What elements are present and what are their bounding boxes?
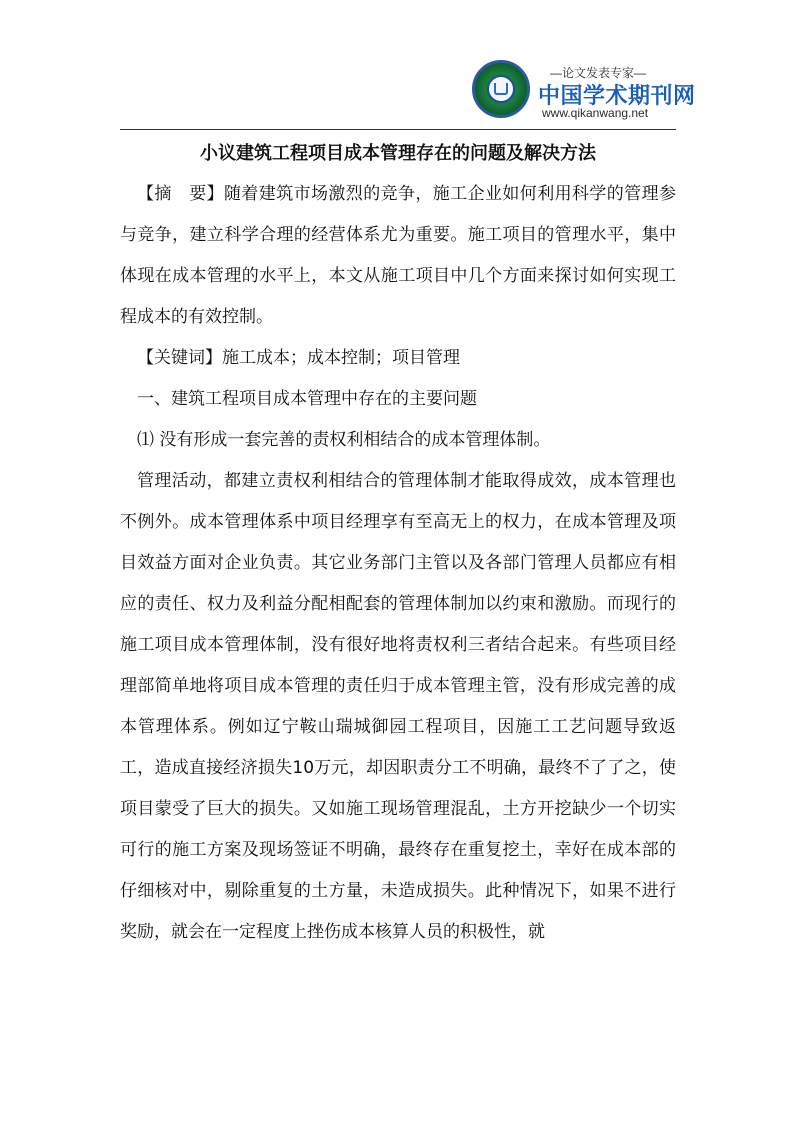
- logo-tagline: —论文发表专家—: [550, 66, 647, 80]
- logo-emblem: [472, 60, 530, 118]
- keywords-paragraph: [120, 338, 676, 379]
- section-heading: 一、建筑工程项目成本管理中存在的主要问题: [137, 389, 477, 409]
- body-paragraph: 管理活动，都建立责权利相结合的管理体制才能取得成效，成本管理也不例外。成本管理体系中项目经理享有至高无上的权力，在成本管理及项目效益方面对企业负责。其它业务部门主管以及各部门管理人员都应有相应的责任、权力及利益分配相配套的管理体制加以约束和激励。而现行的施工项目成本管理体制，没有很好地将责权利三者结合起来。有些项目经理部简单地将项目成本管理的责任归于成本管理主管，没有形成完善的成本管理体系。例如辽宁鞍山瑞城御园工程项目，因施工工艺问题导致返工，造成直接经济损失10万元，却因职责分工不明确，最终不了了之，使项目蒙受了巨大的损失。又如施工现场管理混乱，土方开挖缺少一个切实可行的施工方案及现场签证不明确，最终存在重复挖土，幸好在成本部的仔细核对中，剔除重复的土方量，未造成损失。此种情况下，如果不进行奖励，就会在一定程度上挫伤成本核算人员的积极性，就: [120, 471, 676, 942]
- logo-brand: 中国学术期刊网: [538, 83, 696, 108]
- keywords-text: 施工成本；成本控制；项目管理: [222, 348, 460, 368]
- logo-site: www.qikanwang.net: [542, 106, 649, 120]
- logo-text: [538, 58, 696, 128]
- abstract-text: 随着建筑市场激烈的竞争，施工企业如何利用科学的管理参与竞争，建立科学合理的经营体系尤为重要。施工项目的管理水平，集中体现在成本管理的水平上，本文从施工项目中几个方面来探讨如何实现工程成本的有效控制。: [120, 184, 676, 327]
- document-title: 小议建筑工程项目成本管理存在的问题及解决方法: [200, 143, 596, 164]
- header-divider: [120, 129, 676, 130]
- header: [120, 52, 696, 130]
- abstract-label: 【摘 要】: [137, 184, 224, 204]
- book-icon: [487, 75, 515, 103]
- keywords-label: 【关键词】: [137, 348, 222, 368]
- list-item: ⑴ 没有形成一套完善的责权利相结合的成本管理体制。: [137, 430, 551, 450]
- document-body: [120, 140, 676, 953]
- abstract-paragraph: [120, 174, 676, 338]
